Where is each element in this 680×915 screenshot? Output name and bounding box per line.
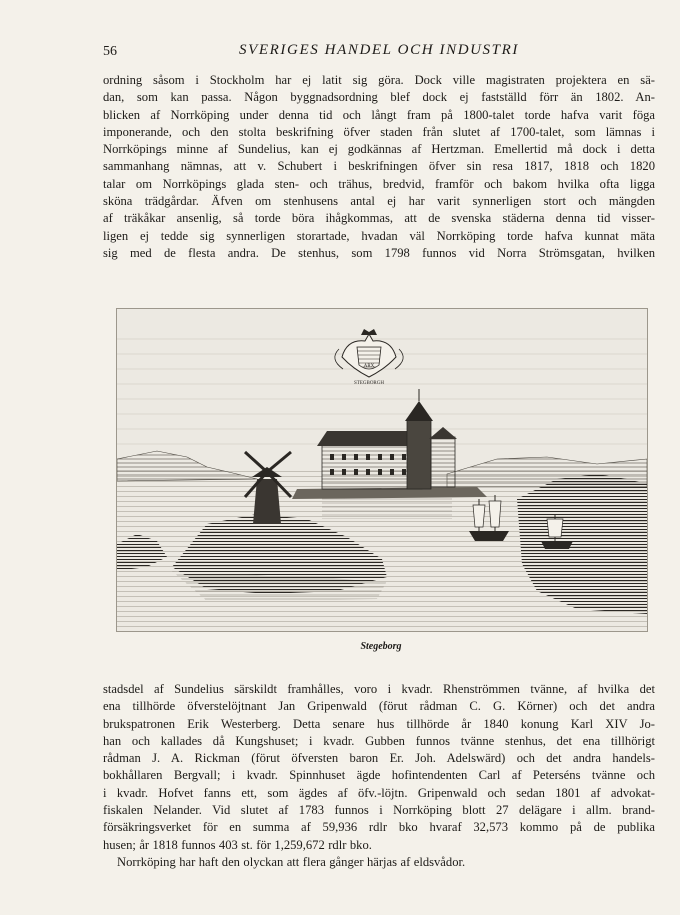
text-line: Norrköpings minne af Sundelius, kan ej godkännas af Hertzman. Emellertid må dock i detta <box>103 142 655 157</box>
engraving-illustration <box>117 309 647 631</box>
text-line: fiskalen Nelander. Vid slutet af 1783 funnos i Norrköping blott 27 delägare i allm. brand- <box>103 803 655 818</box>
bottom-paragraph <box>103 681 655 854</box>
text-line: brukspatronen Erik Westerberg. Detta senare hus tillhörde år 1840 konung Karl XIV Jo- <box>103 716 655 731</box>
text-line: ordning såsom i Stockholm har ej latit sig göra. Dock ville magistraten projektera en sä- <box>103 73 655 87</box>
stegeborg-engraving <box>116 308 648 632</box>
text-line: sig med de flesta andra. De stenhus, som 1798 funnos vid Norra Strömsgatan, hvilken <box>103 245 655 260</box>
page-header <box>103 42 655 64</box>
text-line: husen; år 1818 funnos 403 st. för 1,259,672 rdlr bko. <box>103 837 372 852</box>
text-line: ligen ej tedde sig synnerligen storartade, hvadan väl Norrköping torde hafva kunnat mäta <box>103 228 655 243</box>
text-line: imponerande, och den stolta beskrifning öfver staden från slutet af 1700-talet, som lämnas i <box>103 124 655 139</box>
castle-reflection <box>322 497 452 519</box>
text-line: af träkåkar ansenlig, så torde böra ihågkommas, att de svenska städerna denna tid visser- <box>103 211 655 226</box>
text-line: bokhållaren Bergvall; i kvadr. Spinnhuset ägde hofintendenten Carl af Peterséns tvänne och <box>103 768 655 783</box>
text-line: försäkringsverket för en summa af 59,936 rdlr bko hvaraf 32,573 kommo på de publika <box>103 820 655 835</box>
engraving-title-line1: ARX <box>363 364 375 369</box>
text-line: rådman J. A. Rickman (förut öfversten baron Er. Joh. Adelswärd) och det andra handels- <box>103 751 655 766</box>
text-line: talar om Norrköpings glada sten- och trähus, bredvid, framför och bakom hvilka ofta ligga <box>103 176 655 191</box>
engraving-title-line2: STEGBORGH <box>353 381 385 386</box>
running-title: SVERIGES HANDEL OCH INDUSTRI <box>239 42 519 58</box>
text-line: stadsdel af Sundelius särskildt framhålles, voro i kvadr. Rhenströmmen tvänne, af hvilka det <box>103 682 655 696</box>
text-line: i kvadr. Hofvet fanns ett, som ägdes af öfv.-löjtn. Gripenwald och sedan 1801 af advokat- <box>103 785 655 800</box>
text-line: blicken af Norrköping under denna tid och långt fram på 1800-talet torde hafva varit föga <box>103 107 655 122</box>
final-paragraph <box>103 854 655 871</box>
text-line: han och kallades då Kungshuset; i kvadr. Gubben funnos tvänne stenhus, det ena tillhörigt <box>103 733 655 748</box>
top-paragraph <box>103 72 655 262</box>
page-number: 56 <box>103 44 117 59</box>
text-line: sammanhang nämnas, att v. Schubert i beskrifningen öfver sin resa 1817, 1818 och 1820 <box>103 159 655 174</box>
text-line: ena tillhörde öfverstelöjtnant Jan Gripenwald (förut rådman C. G. Körner) och det andra <box>103 699 655 714</box>
text-line: dan, som kan passa. Någon byggnadsordning blef dock ej fastställd förr än 1802. An- <box>103 90 655 105</box>
text-line: Norrköping har haft den olyckan att flera gånger härjas af eldsvådor. <box>117 855 466 869</box>
figure-caption: Stegeborg <box>360 641 402 652</box>
text-line: sköna trädgårdar. Äfven om stenhusens antal ej har varit synnerligen stort och mängden <box>103 194 655 209</box>
